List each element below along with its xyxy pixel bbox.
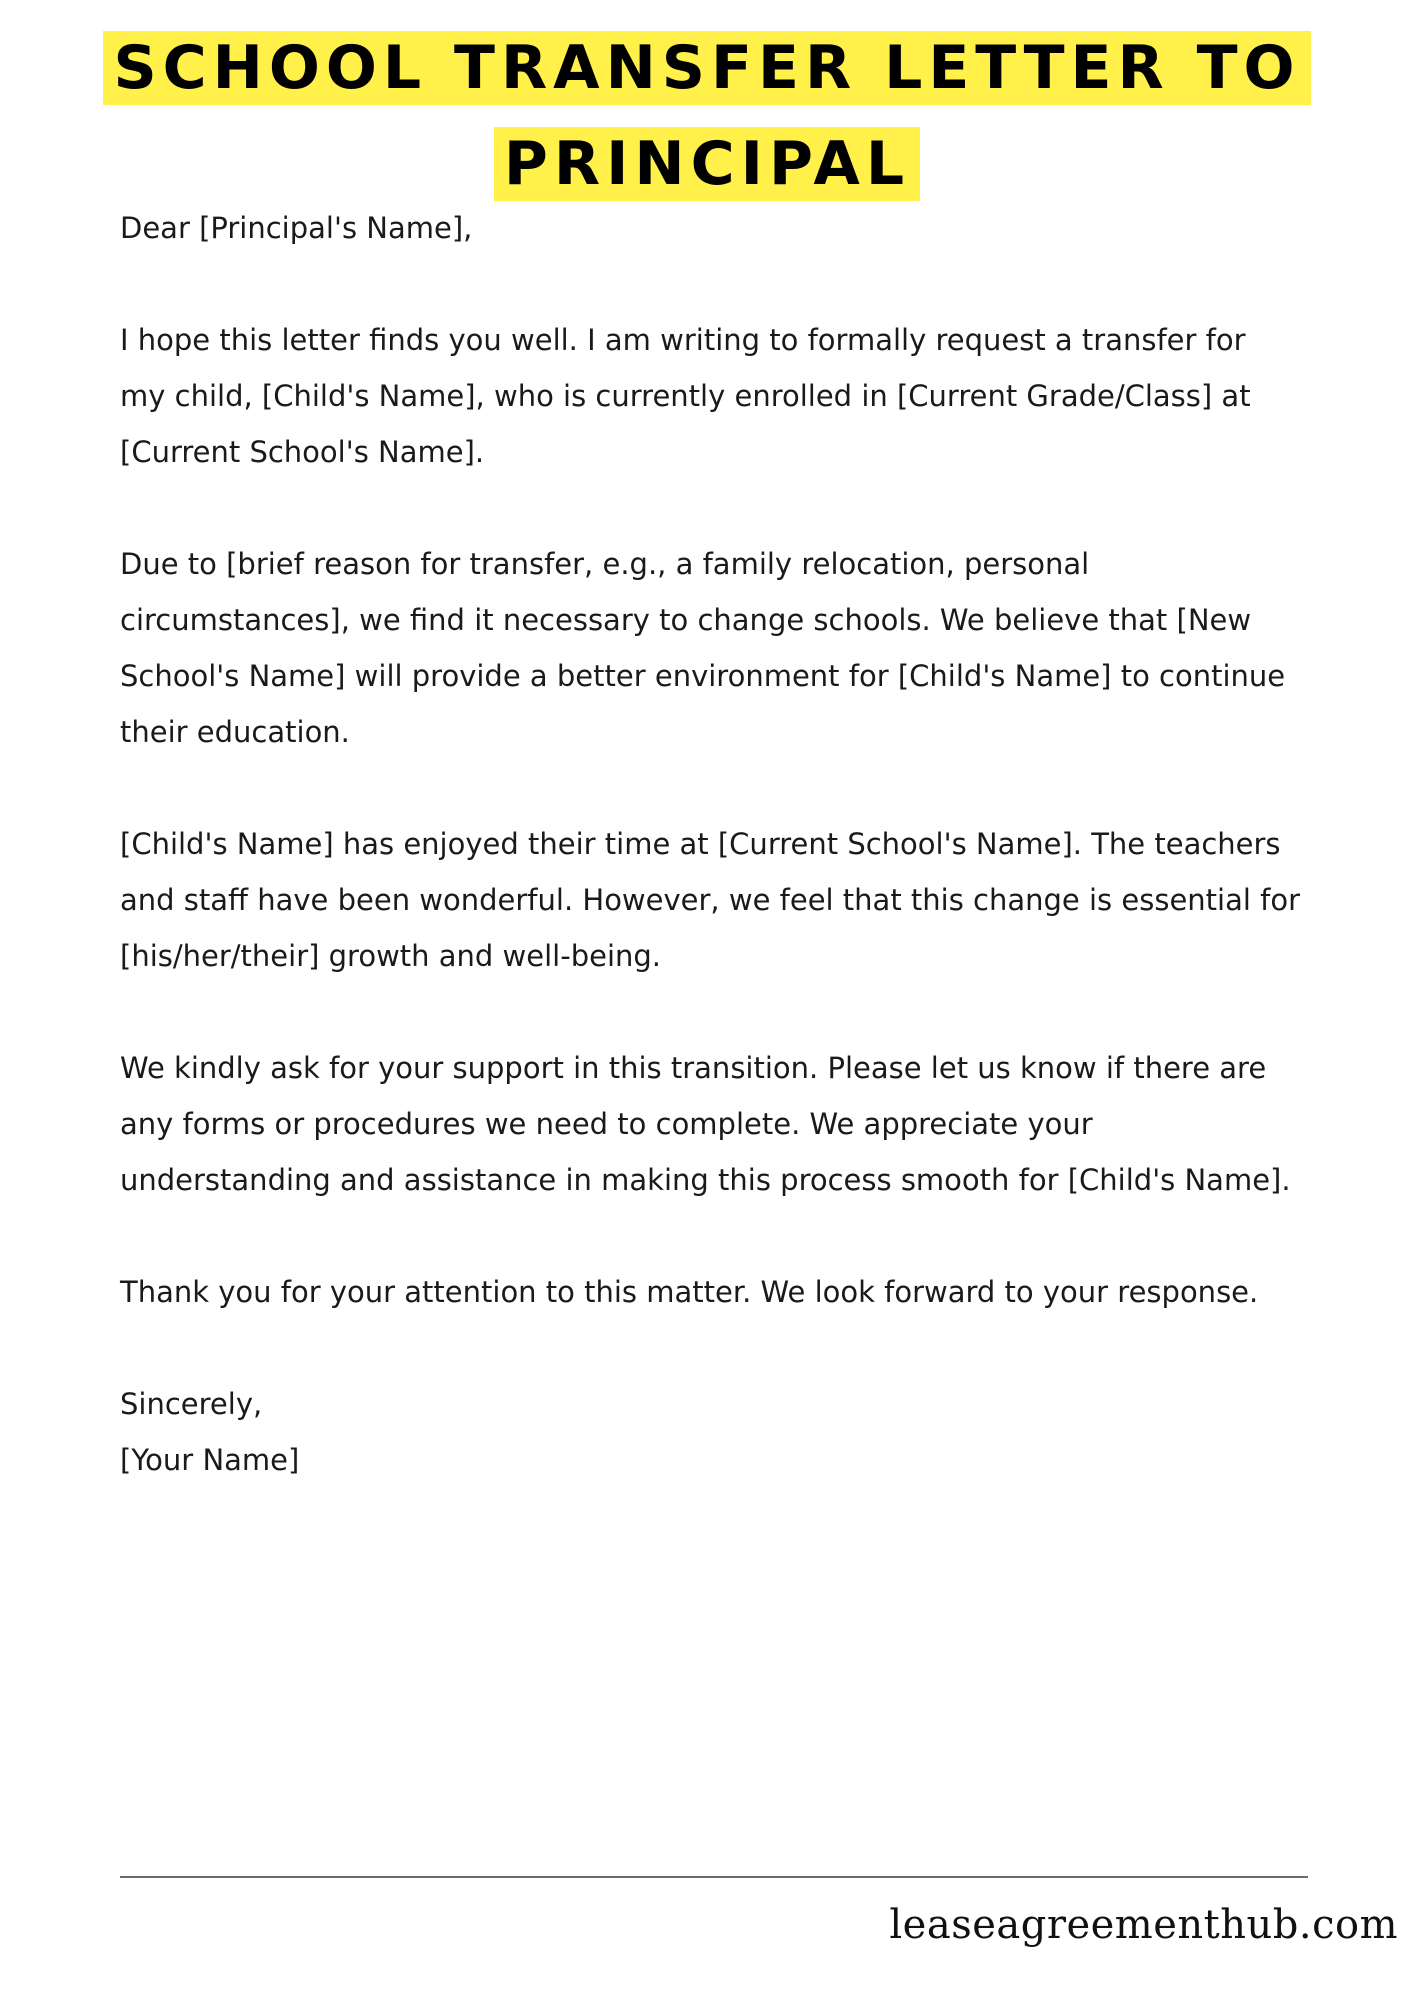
footer-divider <box>120 1876 1308 1878</box>
letter-paragraph-2: Due to [brief reason for transfer, e.g., a family relocation, personal circumstances], we find it necessary to change schools. We believe that [New School's Name] will provide a better environment for [Child's Name] to continue their education. <box>120 547 1286 749</box>
letter-paragraph-5: Thank you for your attention to this matter. We look forward to your response. <box>120 1275 1259 1309</box>
title-highlight: SCHOOL TRANSFER LETTER TO PRINCIPAL <box>103 31 1310 201</box>
footer-website: leaseagreementhub.com <box>889 1902 1398 1948</box>
letter-paragraph-3: [Child's Name] has enjoyed their time at [Current School's Name]. The teachers and staff have been wonderful. However, we feel that this change is essential for [his/her/their] growth and well-being. <box>120 827 1301 973</box>
letter-body <box>120 200 1300 1488</box>
letter-signature: [Your Name] <box>120 1443 300 1477</box>
letter-paragraph-4: We kindly ask for your support in this transition. Please let us know if there are any forms or procedures we need to complete. We appreciate your understanding and assistance in making this process smooth for [Child's Name]. <box>120 1051 1291 1197</box>
letter-closing: Sincerely, <box>120 1387 263 1421</box>
page-title <box>0 20 1414 212</box>
letter-greeting: Dear [Principal's Name], <box>120 211 473 245</box>
letter-paragraph-1: I hope this letter finds you well. I am writing to formally request a transfer for my child, [Child's Name], who is currently enrolled in [Current Grade/Class] at [Current School's Name]. <box>120 323 1251 469</box>
